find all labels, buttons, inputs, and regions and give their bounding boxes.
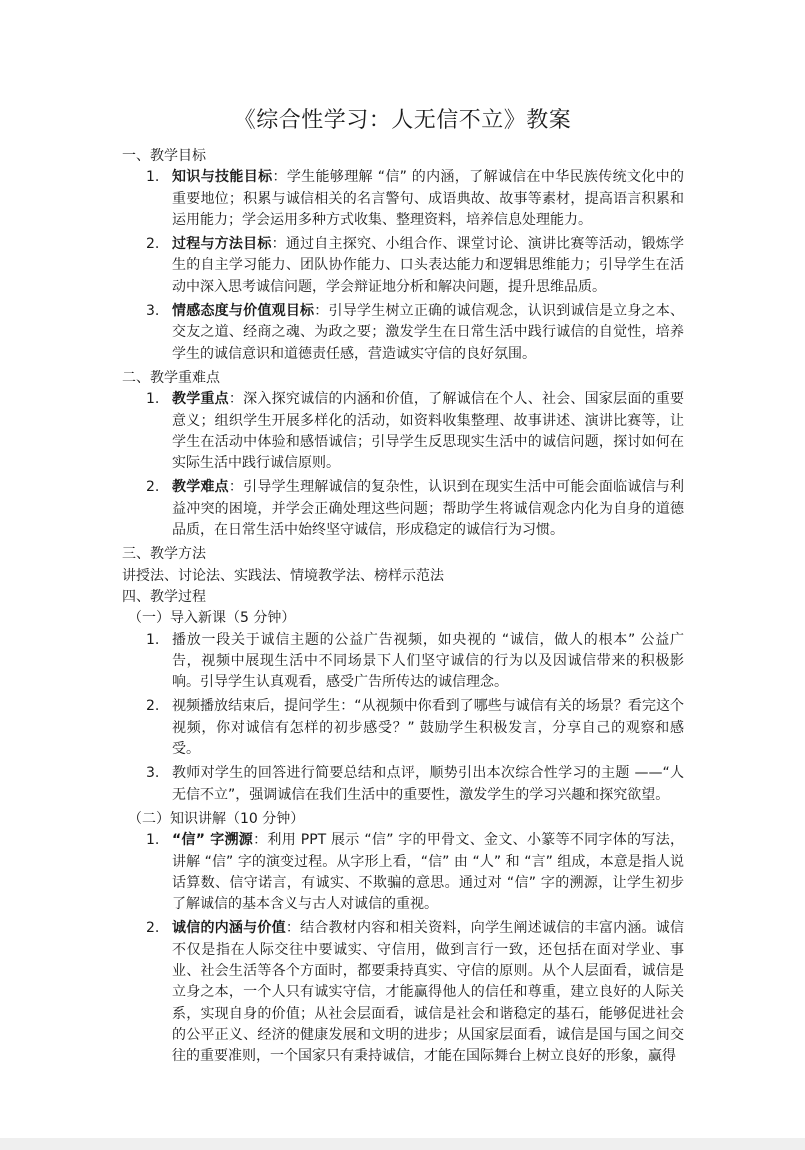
list-item xyxy=(122,630,684,694)
list-number: 1. xyxy=(146,832,160,849)
item-text: 结合教材内容和相关资料，向学生阐述诚信的丰富内涵。诚信不仅是指在人际交往中要诚实、守信用，做到言行一致，还包括在面对学业、事业、社会生活等各个方面时，都要秉持真实、守信的原则。从个人层面看，诚信是立身之本，一个人只有诚实守信，才能赢得他人的信任和尊重，建立良好的人际关系，实现自身的价值；从社会层面看，诚信是社会和谐稳定的基石，能够促进社会的公平正义、经济的健康发展和文明的进步；从国家层面看，诚信是国与国之间交往的重要准则，一个国家只有秉持诚信，才能在国际舞台上树立良好的形象，赢得 xyxy=(172,920,685,1065)
item-sep: ： xyxy=(272,169,287,186)
list-number: 1. xyxy=(146,631,160,648)
section-heading-process: 四、教学过程 xyxy=(122,588,206,605)
list-number: 2. xyxy=(146,920,160,937)
item-text: 播放一段关于诚信主题的公益广告视频，如央视的 “诚信，做人的根本” 公益广告，视频中展现生活中不同场景下人们坚守诚信的行为以及因诚信带来的积极影响。引导学生认真观看，感受广告所传达的诚信理念。 xyxy=(172,631,684,691)
list-item xyxy=(122,389,684,474)
list-number: 2. xyxy=(146,479,160,496)
item-term: 知识与技能目标 xyxy=(172,169,273,186)
list-number: 1. xyxy=(146,169,160,186)
item-text: 学生能够理解 “信” 的内涵，了解诚信在中华民族传统文化中的重要地位；积累与诚信相关的名言警句、成语典故、故事等素材，提高语言积累和运用能力；学会运用多种方式收集、整理资料，培养信息处理能力。 xyxy=(172,169,685,228)
knowledge-list xyxy=(122,830,684,1067)
document-body xyxy=(122,146,684,1070)
list-item xyxy=(122,696,684,760)
list-item xyxy=(122,301,684,365)
item-sep: ： xyxy=(228,391,244,408)
intro-list xyxy=(122,630,684,806)
subsection-heading-intro: （一）导入新课（5 分钟） xyxy=(128,610,296,627)
methods-text: 讲授法、讨论法、实践法、情境教学法、榜样示范法 xyxy=(122,567,444,584)
item-term: 情感态度与价值观目标 xyxy=(172,303,315,320)
item-sep: ： xyxy=(271,236,286,253)
section-heading-objectives: 一、教学目标 xyxy=(122,148,206,164)
item-term: “信” 字溯源 xyxy=(172,832,254,849)
item-term: 过程与方法目标 xyxy=(172,236,272,253)
item-text: 视频播放结束后，提问学生：“从视频中你看到了哪些与诚信有关的场景？看完这个视频，你对诚信有怎样的初步感受？” 鼓励学生积极发言，分享自己的观察和感受。 xyxy=(172,698,684,758)
item-text: 教师对学生的回答进行简要总结和点评，顺势引出本次综合性学习的主题 ——“人无信不立”，强调诚信在我们生活中的重要性，激发学生的学习兴趣和探究欲望。 xyxy=(172,765,684,803)
list-item xyxy=(122,918,684,1067)
list-item xyxy=(122,763,684,806)
list-number: 3. xyxy=(146,303,160,320)
item-term: 教学难点 xyxy=(172,479,229,496)
key-points-list xyxy=(122,389,684,541)
objectives-list xyxy=(122,167,684,365)
item-text: 深入探究诚信的内涵和价值，了解诚信在个人、社会、国家层面的重要意义；组织学生开展多样化的活动，如资料收集整理、故事讲述、演讲比赛等，让学生在活动中体验和感悟诚信；引导学生反思现实生活中的诚信问题，探讨如何在实际生活中践行诚信原则。 xyxy=(172,391,685,472)
list-number: 1. xyxy=(146,391,160,408)
item-sep: ： xyxy=(228,479,244,496)
item-text: 通过自主探究、小组合作、课堂讨论、演讲比赛等活动，锻炼学生的自主学习能力、团队协作能力、口头表达能力和逻辑思维能力；引导学生在活动中深入思考诚信问题，学会辩证地分析和解决问题，提升思维品质。 xyxy=(172,236,685,295)
list-number: 3. xyxy=(146,765,160,782)
list-item xyxy=(122,830,684,915)
item-sep: ： xyxy=(253,832,268,849)
item-sep: ： xyxy=(314,303,329,320)
item-text: 引导学生树立正确的诚信观念，认识到诚信是立身之本、交友之道、经商之魂、为政之要；激发学生在日常生活中践行诚信的自觉性，培养学生的诚信意识和道德责任感，营造诚实守信的良好氛围。 xyxy=(172,303,685,362)
list-number: 2. xyxy=(146,236,160,253)
subsection-heading-knowledge: （二）知识讲解（10 分钟） xyxy=(128,810,305,827)
section-heading-methods: 三、教学方法 xyxy=(122,546,206,563)
item-term: 教学重点 xyxy=(172,391,229,408)
item-sep: ： xyxy=(285,920,301,937)
item-text: 利用 PPT 展示 “信” 字的甲骨文、金文、小篆等不同字体的写法，讲解 “信” 字的演变过程。从字形上看，“信” 由 “人” 和 “言” 组成，本意是指人说话算数、信守诺言，有诚实、不欺骗的意思。通过对 “信” 字的溯源，让学生初步了解诚信的基本含义与古人对诚信的重视。 xyxy=(172,832,684,913)
list-item xyxy=(122,477,684,541)
item-text: 引导学生理解诚信的复杂性，认识到在现实生活中可能会面临诚信与利益冲突的困境，并学会正确处理这些问题；帮助学生将诚信观念内化为自身的道德品质，在日常生活中始终坚守诚信，形成稳定的诚信行为习惯。 xyxy=(172,479,685,539)
document-title: 《综合性学习：人无信不立》教案 xyxy=(233,108,572,133)
list-item xyxy=(122,234,684,298)
section-heading-key-points: 二、教学重难点 xyxy=(122,369,220,386)
item-term: 诚信的内涵与价值 xyxy=(172,920,286,937)
list-item xyxy=(122,167,684,231)
list-number: 2. xyxy=(146,698,160,715)
